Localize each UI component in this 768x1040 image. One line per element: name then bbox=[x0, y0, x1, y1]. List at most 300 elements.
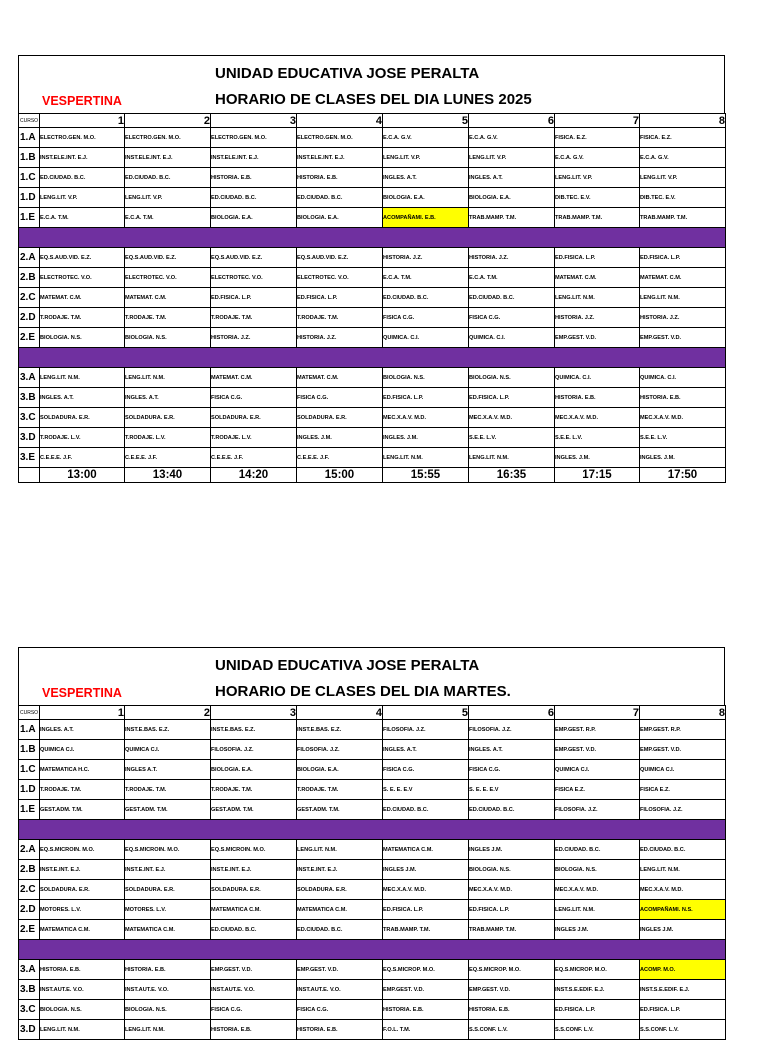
course-row bbox=[19, 328, 726, 348]
class-cell: ED.FISICA. L.P. bbox=[383, 900, 469, 920]
course-label: 1.C bbox=[19, 168, 40, 188]
class-cell: LENG.LIT. N.M. bbox=[40, 368, 125, 388]
time-label: 16:35 bbox=[469, 468, 555, 483]
class-cell: INST.ELE.INT. E.J. bbox=[297, 148, 383, 168]
class-cell: E.C.A. T.M. bbox=[125, 208, 211, 228]
class-cell: INGLES. A.T. bbox=[125, 388, 211, 408]
class-cell: INGLES. J.M. bbox=[297, 428, 383, 448]
course-label: 3.B bbox=[19, 980, 40, 1000]
highlighted-class-cell: ACOMPAÑAMI. E.B. bbox=[383, 208, 469, 228]
group-separator bbox=[19, 820, 726, 840]
class-cell: EQ.S.MICROP. M.O. bbox=[555, 960, 640, 980]
class-cell: E.C.A. G.V. bbox=[469, 128, 555, 148]
class-cell: BIOLOGIA. E.A. bbox=[297, 760, 383, 780]
class-cell: S.E.E. L.V. bbox=[469, 428, 555, 448]
class-cell: FISICA C.G. bbox=[469, 308, 555, 328]
class-cell: INST.ELE.INT. E.J. bbox=[125, 148, 211, 168]
class-cell: C.E.E.E. J.F. bbox=[125, 448, 211, 468]
class-cell: MATEMATICA C.M. bbox=[383, 840, 469, 860]
class-cell: EMP.GEST. V.D. bbox=[555, 740, 640, 760]
class-cell: EQ.S.AUD.VID. E.Z. bbox=[297, 248, 383, 268]
class-cell: LENG.LIT. N.M. bbox=[297, 840, 383, 860]
class-cell: INST.S.E.EDIF. E.J. bbox=[640, 980, 726, 1000]
class-cell: E.C.A. G.V. bbox=[640, 148, 726, 168]
class-cell: LENG.LIT. V.P. bbox=[469, 148, 555, 168]
class-cell: EQ.S.MICROIN. M.O. bbox=[125, 840, 211, 860]
class-cell: EQ.S.AUD.VID. E.Z. bbox=[125, 248, 211, 268]
time-label: 14:20 bbox=[211, 468, 297, 483]
period-number: 4 bbox=[297, 706, 383, 720]
class-cell: MEC.X.A.V. M.D. bbox=[383, 408, 469, 428]
group-separator bbox=[19, 940, 726, 960]
course-label: 3.E bbox=[19, 448, 40, 468]
class-cell: HISTORIA. E.B. bbox=[211, 168, 297, 188]
course-label: 1.E bbox=[19, 800, 40, 820]
course-label: 3.A bbox=[19, 960, 40, 980]
class-cell: LENG.LIT. V.P. bbox=[125, 188, 211, 208]
time-label: 15:00 bbox=[297, 468, 383, 483]
class-cell: ELECTROTEC. V.O. bbox=[125, 268, 211, 288]
class-cell: BIOLOGIA. N.S. bbox=[555, 860, 640, 880]
class-cell: HISTORIA. E.B. bbox=[383, 1000, 469, 1020]
class-cell: INGLES. A.T. bbox=[383, 740, 469, 760]
class-cell: EQ.S.MICROP. M.O. bbox=[469, 960, 555, 980]
class-cell: GEST.ADM. T.M. bbox=[125, 800, 211, 820]
curso-header: CURSO bbox=[19, 114, 40, 128]
class-cell: HISTORIA. E.B. bbox=[640, 388, 726, 408]
class-cell: E.C.A. T.M. bbox=[383, 268, 469, 288]
period-number: 8 bbox=[640, 706, 726, 720]
class-cell: S. E. E. E.V bbox=[469, 780, 555, 800]
class-cell: EMP.GEST. V.D. bbox=[383, 980, 469, 1000]
course-row bbox=[19, 920, 726, 940]
class-cell: ED.FISICA. L.P. bbox=[469, 900, 555, 920]
period-number: 5 bbox=[383, 114, 469, 128]
time-label: 13:00 bbox=[40, 468, 125, 483]
course-row bbox=[19, 1020, 726, 1040]
class-cell: BIOLOGIA. E.A. bbox=[211, 208, 297, 228]
class-cell: INGLES. A.T. bbox=[469, 740, 555, 760]
class-cell: BIOLOGIA. E.A. bbox=[211, 760, 297, 780]
course-row bbox=[19, 308, 726, 328]
class-cell: INGLES J.M. bbox=[383, 860, 469, 880]
class-cell: ELECTRO.GEN. M.O. bbox=[125, 128, 211, 148]
class-cell: EMP.GEST. V.D. bbox=[555, 328, 640, 348]
course-label: 2.B bbox=[19, 268, 40, 288]
class-cell: INST.E.INT. E.J. bbox=[125, 860, 211, 880]
course-label: 2.C bbox=[19, 288, 40, 308]
schedule-tuesday bbox=[18, 647, 725, 1040]
class-cell: SOLDADURA. E.R. bbox=[211, 880, 297, 900]
class-cell: INST.E.INT. E.J. bbox=[40, 860, 125, 880]
course-label: 1.A bbox=[19, 128, 40, 148]
class-cell: MEC.X.A.V. M.D. bbox=[469, 408, 555, 428]
separator-band bbox=[19, 228, 726, 248]
class-cell: INGLES. J.M. bbox=[640, 448, 726, 468]
class-cell: EMP.GEST. R.P. bbox=[555, 720, 640, 740]
class-cell: TRAB.MAMP. T.M. bbox=[640, 208, 726, 228]
class-cell: BIOLOGIA. N.S. bbox=[40, 1000, 125, 1020]
class-cell: LENG.LIT. V.P. bbox=[640, 168, 726, 188]
class-cell: EMP.GEST. V.D. bbox=[640, 328, 726, 348]
class-cell: INST.ELE.INT. E.J. bbox=[40, 148, 125, 168]
course-label: 1.E bbox=[19, 208, 40, 228]
class-cell: MOTORES. L.V. bbox=[125, 900, 211, 920]
class-cell: FISICA. E.Z. bbox=[640, 128, 726, 148]
class-cell: INGLES. J.M. bbox=[383, 428, 469, 448]
class-cell: ED.CIUDAD. B.C. bbox=[211, 188, 297, 208]
course-label: 1.C bbox=[19, 760, 40, 780]
class-cell: EQ.S.MICROP. M.O. bbox=[383, 960, 469, 980]
period-number: 6 bbox=[469, 114, 555, 128]
class-cell: INGLES. J.M. bbox=[555, 448, 640, 468]
curso-header: CURSO bbox=[19, 706, 40, 720]
class-cell: GEST.ADM. T.M. bbox=[297, 800, 383, 820]
class-cell: ED.CIUDAD. B.C. bbox=[297, 920, 383, 940]
class-cell: MEC.X.A.V. M.D. bbox=[640, 880, 726, 900]
class-cell: MOTORES. L.V. bbox=[40, 900, 125, 920]
course-row bbox=[19, 760, 726, 780]
class-cell: BIOLOGIA. E.A. bbox=[297, 208, 383, 228]
course-row bbox=[19, 268, 726, 288]
class-cell: MATEMAT. C.M. bbox=[555, 268, 640, 288]
class-cell: MATEMAT. C.M. bbox=[211, 368, 297, 388]
class-cell: LENG.LIT. V.P. bbox=[555, 168, 640, 188]
class-cell: SOLDADURA. E.R. bbox=[211, 408, 297, 428]
period-number: 7 bbox=[555, 114, 640, 128]
class-cell: INST.E.BAS. E.Z. bbox=[125, 720, 211, 740]
course-label: 1.B bbox=[19, 740, 40, 760]
class-cell: INGLES. A.T. bbox=[469, 168, 555, 188]
class-cell: INST.AUT.E. V.O. bbox=[40, 980, 125, 1000]
class-cell: HISTORIA. E.B. bbox=[555, 388, 640, 408]
class-cell: MATEMAT. C.M. bbox=[125, 288, 211, 308]
class-cell: ED.FISICA. L.P. bbox=[555, 248, 640, 268]
class-cell: S.S.CONF. L.V. bbox=[469, 1020, 555, 1040]
class-cell: ED.CIUDAD. B.C. bbox=[383, 288, 469, 308]
course-row bbox=[19, 740, 726, 760]
period-number: 8 bbox=[640, 114, 726, 128]
class-cell: FISICA C.G. bbox=[383, 308, 469, 328]
class-cell: HISTORIA. J.Z. bbox=[297, 328, 383, 348]
class-cell: T.RODAJE. L.V. bbox=[211, 428, 297, 448]
course-row bbox=[19, 800, 726, 820]
class-cell: C.E.E.E. J.F. bbox=[297, 448, 383, 468]
course-row bbox=[19, 720, 726, 740]
class-cell: ELECTROTEC. V.O. bbox=[40, 268, 125, 288]
course-row bbox=[19, 840, 726, 860]
class-cell: S. E. E. E.V bbox=[383, 780, 469, 800]
class-cell: ELECTRO.GEN. M.O. bbox=[297, 128, 383, 148]
course-label: 3.C bbox=[19, 1000, 40, 1020]
course-label: 3.D bbox=[19, 428, 40, 448]
period-number: 4 bbox=[297, 114, 383, 128]
class-cell: INST.E.INT. E.J. bbox=[211, 860, 297, 880]
class-cell: E.C.A. G.V. bbox=[383, 128, 469, 148]
course-row bbox=[19, 388, 726, 408]
class-cell: MEC.X.A.V. M.D. bbox=[383, 880, 469, 900]
course-row bbox=[19, 288, 726, 308]
schedule-table bbox=[18, 705, 726, 1040]
class-cell: LENG.LIT. N.M. bbox=[383, 448, 469, 468]
times-row bbox=[19, 468, 726, 483]
class-cell: HISTORIA. J.Z. bbox=[383, 248, 469, 268]
class-cell: ELECTROTEC. V.O. bbox=[211, 268, 297, 288]
schedule-title: HORARIO DE CLASES DEL DIA LUNES 2025 bbox=[215, 91, 532, 108]
class-cell: LENG.LIT. N.M. bbox=[640, 288, 726, 308]
class-cell: HISTORIA. E.B. bbox=[40, 960, 125, 980]
class-cell: DIB.TEC. E.V. bbox=[640, 188, 726, 208]
class-cell: T.RODAJE. T.M. bbox=[297, 780, 383, 800]
class-cell: FISICA C.G. bbox=[211, 388, 297, 408]
course-row bbox=[19, 980, 726, 1000]
class-cell: BIOLOGIA. N.S. bbox=[469, 860, 555, 880]
class-cell: FILOSOFIA. J.Z. bbox=[211, 740, 297, 760]
period-number: 3 bbox=[211, 114, 297, 128]
class-cell: INST.AUT.E. V.O. bbox=[125, 980, 211, 1000]
class-cell: BIOLOGIA. N.S. bbox=[125, 328, 211, 348]
class-cell: BIOLOGIA. E.A. bbox=[383, 188, 469, 208]
class-cell: EQ.S.MICROIN. M.O. bbox=[40, 840, 125, 860]
class-cell: T.RODAJE. T.M. bbox=[40, 780, 125, 800]
class-cell: INST.ELE.INT. E.J. bbox=[211, 148, 297, 168]
class-cell: MATEMATICA C.M. bbox=[40, 920, 125, 940]
shift-label: VESPERTINA bbox=[42, 686, 122, 700]
class-cell: EMP.GEST. V.D. bbox=[297, 960, 383, 980]
class-cell: ED.FISICA. L.P. bbox=[297, 288, 383, 308]
class-cell: INST.E.BAS. E.Z. bbox=[297, 720, 383, 740]
class-cell: FILOSOFIA. J.Z. bbox=[555, 800, 640, 820]
class-cell: FISICA C.G. bbox=[297, 1000, 383, 1020]
class-cell: BIOLOGIA. N.S. bbox=[383, 368, 469, 388]
class-cell: FILOSOFIA. J.Z. bbox=[469, 720, 555, 740]
class-cell: DIB.TEC. E.V. bbox=[555, 188, 640, 208]
class-cell: INGLES A.T. bbox=[125, 760, 211, 780]
class-cell: FISICA C.G. bbox=[469, 760, 555, 780]
period-number: 2 bbox=[125, 114, 211, 128]
class-cell: HISTORIA. J.Z. bbox=[469, 248, 555, 268]
class-cell: LENG.LIT. N.M. bbox=[555, 288, 640, 308]
class-cell: FISICA. E.Z. bbox=[555, 128, 640, 148]
group-separator bbox=[19, 348, 726, 368]
class-cell: HISTORIA. E.B. bbox=[125, 960, 211, 980]
class-cell: F.O.L. T.M. bbox=[383, 1020, 469, 1040]
class-cell: S.E.E. L.V. bbox=[555, 428, 640, 448]
class-cell: QUIMICA C.I. bbox=[125, 740, 211, 760]
period-number: 2 bbox=[125, 706, 211, 720]
course-row bbox=[19, 128, 726, 148]
class-cell: HISTORIA. J.Z. bbox=[640, 308, 726, 328]
class-cell: LENG.LIT. N.M. bbox=[555, 900, 640, 920]
class-cell: FILOSOFIA. J.Z. bbox=[383, 720, 469, 740]
course-row bbox=[19, 780, 726, 800]
class-cell: FISICA E.Z. bbox=[555, 780, 640, 800]
course-row bbox=[19, 880, 726, 900]
class-cell: INGLES J.M. bbox=[469, 840, 555, 860]
separator-band bbox=[19, 820, 726, 840]
class-cell: ELECTRO.GEN. M.O. bbox=[211, 128, 297, 148]
class-cell: T.RODAJE. T.M. bbox=[297, 308, 383, 328]
class-cell: T.RODAJE. T.M. bbox=[125, 308, 211, 328]
class-cell: MATEMAT. C.M. bbox=[640, 268, 726, 288]
course-row bbox=[19, 208, 726, 228]
class-cell: SOLDADURA. E.R. bbox=[40, 880, 125, 900]
class-cell: S.S.CONF. L.V. bbox=[555, 1020, 640, 1040]
class-cell: FILOSOFIA. J.Z. bbox=[640, 800, 726, 820]
class-cell: ED.CIUDAD. B.C. bbox=[211, 920, 297, 940]
class-cell: LENG.LIT. N.M. bbox=[640, 860, 726, 880]
class-cell: ED.CIUDAD. B.C. bbox=[297, 188, 383, 208]
class-cell: EMP.GEST. R.P. bbox=[640, 720, 726, 740]
period-number: 5 bbox=[383, 706, 469, 720]
class-cell: INST.AUT.E. V.O. bbox=[211, 980, 297, 1000]
class-cell: LENG.LIT. N.M. bbox=[125, 368, 211, 388]
class-cell: ED.CIUDAD. B.C. bbox=[469, 288, 555, 308]
course-label: 2.A bbox=[19, 248, 40, 268]
schedule-header bbox=[18, 55, 725, 113]
class-cell: INGLES J.M. bbox=[640, 920, 726, 940]
schedule-monday bbox=[18, 55, 725, 483]
class-cell: ED.FISICA. L.P. bbox=[383, 388, 469, 408]
class-cell: SOLDADURA. E.R. bbox=[297, 408, 383, 428]
class-cell: HISTORIA. J.Z. bbox=[211, 328, 297, 348]
class-cell: QUIMICA C.I. bbox=[640, 760, 726, 780]
course-row bbox=[19, 860, 726, 880]
period-number: 6 bbox=[469, 706, 555, 720]
class-cell: ED.FISICA. L.P. bbox=[640, 1000, 726, 1020]
group-separator bbox=[19, 228, 726, 248]
highlighted-class-cell: ACOMPAÑAMI. N.S. bbox=[640, 900, 726, 920]
class-cell: EMP.GEST. V.D. bbox=[211, 960, 297, 980]
class-cell: EMP.GEST. V.D. bbox=[640, 740, 726, 760]
time-label: 17:50 bbox=[640, 468, 726, 483]
class-cell: T.RODAJE. L.V. bbox=[125, 428, 211, 448]
course-label: 2.A bbox=[19, 840, 40, 860]
class-cell: HISTORIA. E.B. bbox=[469, 1000, 555, 1020]
class-cell: MEC.X.A.V. M.D. bbox=[640, 408, 726, 428]
class-cell: SOLDADURA. E.R. bbox=[125, 408, 211, 428]
class-cell: QUIMICA. C.I. bbox=[383, 328, 469, 348]
class-cell: C.E.E.E. J.F. bbox=[211, 448, 297, 468]
class-cell: EQ.S.MICROIN. M.O. bbox=[211, 840, 297, 860]
time-label: 13:40 bbox=[125, 468, 211, 483]
course-label: 1.A bbox=[19, 720, 40, 740]
class-cell: EQ.S.AUD.VID. E.Z. bbox=[211, 248, 297, 268]
class-cell: FISICA E.Z. bbox=[640, 780, 726, 800]
shift-label: VESPERTINA bbox=[42, 94, 122, 108]
class-cell: TRAB.MAMP. T.M. bbox=[469, 208, 555, 228]
class-cell: ED.CIUDAD. B.C. bbox=[383, 800, 469, 820]
course-row bbox=[19, 368, 726, 388]
class-cell: ED.CIUDAD. B.C. bbox=[555, 840, 640, 860]
class-cell: QUIMICA. C.I. bbox=[640, 368, 726, 388]
class-cell: S.S.CONF. L.V. bbox=[640, 1020, 726, 1040]
course-label: 2.D bbox=[19, 308, 40, 328]
class-cell: QUIMICA. C.I. bbox=[469, 328, 555, 348]
class-cell: INGLES. A.T. bbox=[40, 388, 125, 408]
class-cell: BIOLOGIA. N.S. bbox=[469, 368, 555, 388]
course-row bbox=[19, 148, 726, 168]
separator-band bbox=[19, 348, 726, 368]
class-cell: T.RODAJE. L.V. bbox=[40, 428, 125, 448]
class-cell: TRAB.MAMP. T.M. bbox=[383, 920, 469, 940]
course-label: 3.D bbox=[19, 1020, 40, 1040]
course-row bbox=[19, 960, 726, 980]
course-row bbox=[19, 408, 726, 428]
class-cell: QUIMICA C.I. bbox=[555, 760, 640, 780]
class-cell: TRAB.MAMP. T.M. bbox=[469, 920, 555, 940]
course-label: 2.B bbox=[19, 860, 40, 880]
class-cell: INST.E.INT. E.J. bbox=[297, 860, 383, 880]
school-name: UNIDAD EDUCATIVA JOSE PERALTA bbox=[215, 65, 480, 82]
period-number: 1 bbox=[40, 114, 125, 128]
schedule-header bbox=[18, 647, 725, 705]
class-cell: ELECTROTEC. V.O. bbox=[297, 268, 383, 288]
class-cell: S.E.E. L.V. bbox=[640, 428, 726, 448]
class-cell: LENG.LIT. V.P. bbox=[383, 148, 469, 168]
class-cell: FISICA C.G. bbox=[297, 388, 383, 408]
course-label: 2.C bbox=[19, 880, 40, 900]
course-label: 3.A bbox=[19, 368, 40, 388]
class-cell: SOLDADURA. E.R. bbox=[40, 408, 125, 428]
period-header-row bbox=[19, 114, 726, 128]
schedule-title: HORARIO DE CLASES DEL DIA MARTES. bbox=[215, 683, 511, 700]
course-label: 2.E bbox=[19, 328, 40, 348]
period-header-row bbox=[19, 706, 726, 720]
class-cell: T.RODAJE. T.M. bbox=[40, 308, 125, 328]
course-row bbox=[19, 1000, 726, 1020]
class-cell: FISICA C.G. bbox=[383, 760, 469, 780]
time-label: 17:15 bbox=[555, 468, 640, 483]
class-cell: HISTORIA. E.B. bbox=[297, 168, 383, 188]
class-cell: MATEMATICA C.M. bbox=[125, 920, 211, 940]
course-row bbox=[19, 428, 726, 448]
course-label: 2.D bbox=[19, 900, 40, 920]
course-row bbox=[19, 900, 726, 920]
class-cell: MEC.X.A.V. M.D. bbox=[469, 880, 555, 900]
class-cell: MATEMATICA C.M. bbox=[211, 900, 297, 920]
class-cell: HISTORIA. E.B. bbox=[297, 1020, 383, 1040]
class-cell: HISTORIA. E.B. bbox=[211, 1020, 297, 1040]
school-name: UNIDAD EDUCATIVA JOSE PERALTA bbox=[215, 657, 480, 674]
class-cell: E.C.A. T.M. bbox=[40, 208, 125, 228]
class-cell: MATEMATICA C.M. bbox=[297, 900, 383, 920]
highlighted-class-cell: ACOMP. M.O. bbox=[640, 960, 726, 980]
course-row bbox=[19, 248, 726, 268]
class-cell: T.RODAJE. T.M. bbox=[211, 780, 297, 800]
class-cell: MEC.X.A.V. M.D. bbox=[555, 880, 640, 900]
class-cell: INGLES. A.T. bbox=[40, 720, 125, 740]
class-cell: FISICA C.G. bbox=[211, 1000, 297, 1020]
course-label: 3.C bbox=[19, 408, 40, 428]
class-cell: EQ.S.AUD.VID. E.Z. bbox=[40, 248, 125, 268]
schedule-table bbox=[18, 113, 726, 483]
class-cell: MEC.X.A.V. M.D. bbox=[555, 408, 640, 428]
class-cell: FILOSOFIA. J.Z. bbox=[297, 740, 383, 760]
course-row bbox=[19, 448, 726, 468]
class-cell: BIOLOGIA. N.S. bbox=[40, 328, 125, 348]
course-label: 2.E bbox=[19, 920, 40, 940]
class-cell: SOLDADURA. E.R. bbox=[297, 880, 383, 900]
class-cell: GEST.ADM. T.M. bbox=[211, 800, 297, 820]
class-cell: ED.CIUDAD. B.C. bbox=[640, 840, 726, 860]
course-row bbox=[19, 168, 726, 188]
period-number: 3 bbox=[211, 706, 297, 720]
class-cell: EMP.GEST. V.D. bbox=[469, 980, 555, 1000]
class-cell: ED.CIUDAD. B.C. bbox=[469, 800, 555, 820]
period-number: 1 bbox=[40, 706, 125, 720]
class-cell: SOLDADURA. E.R. bbox=[125, 880, 211, 900]
